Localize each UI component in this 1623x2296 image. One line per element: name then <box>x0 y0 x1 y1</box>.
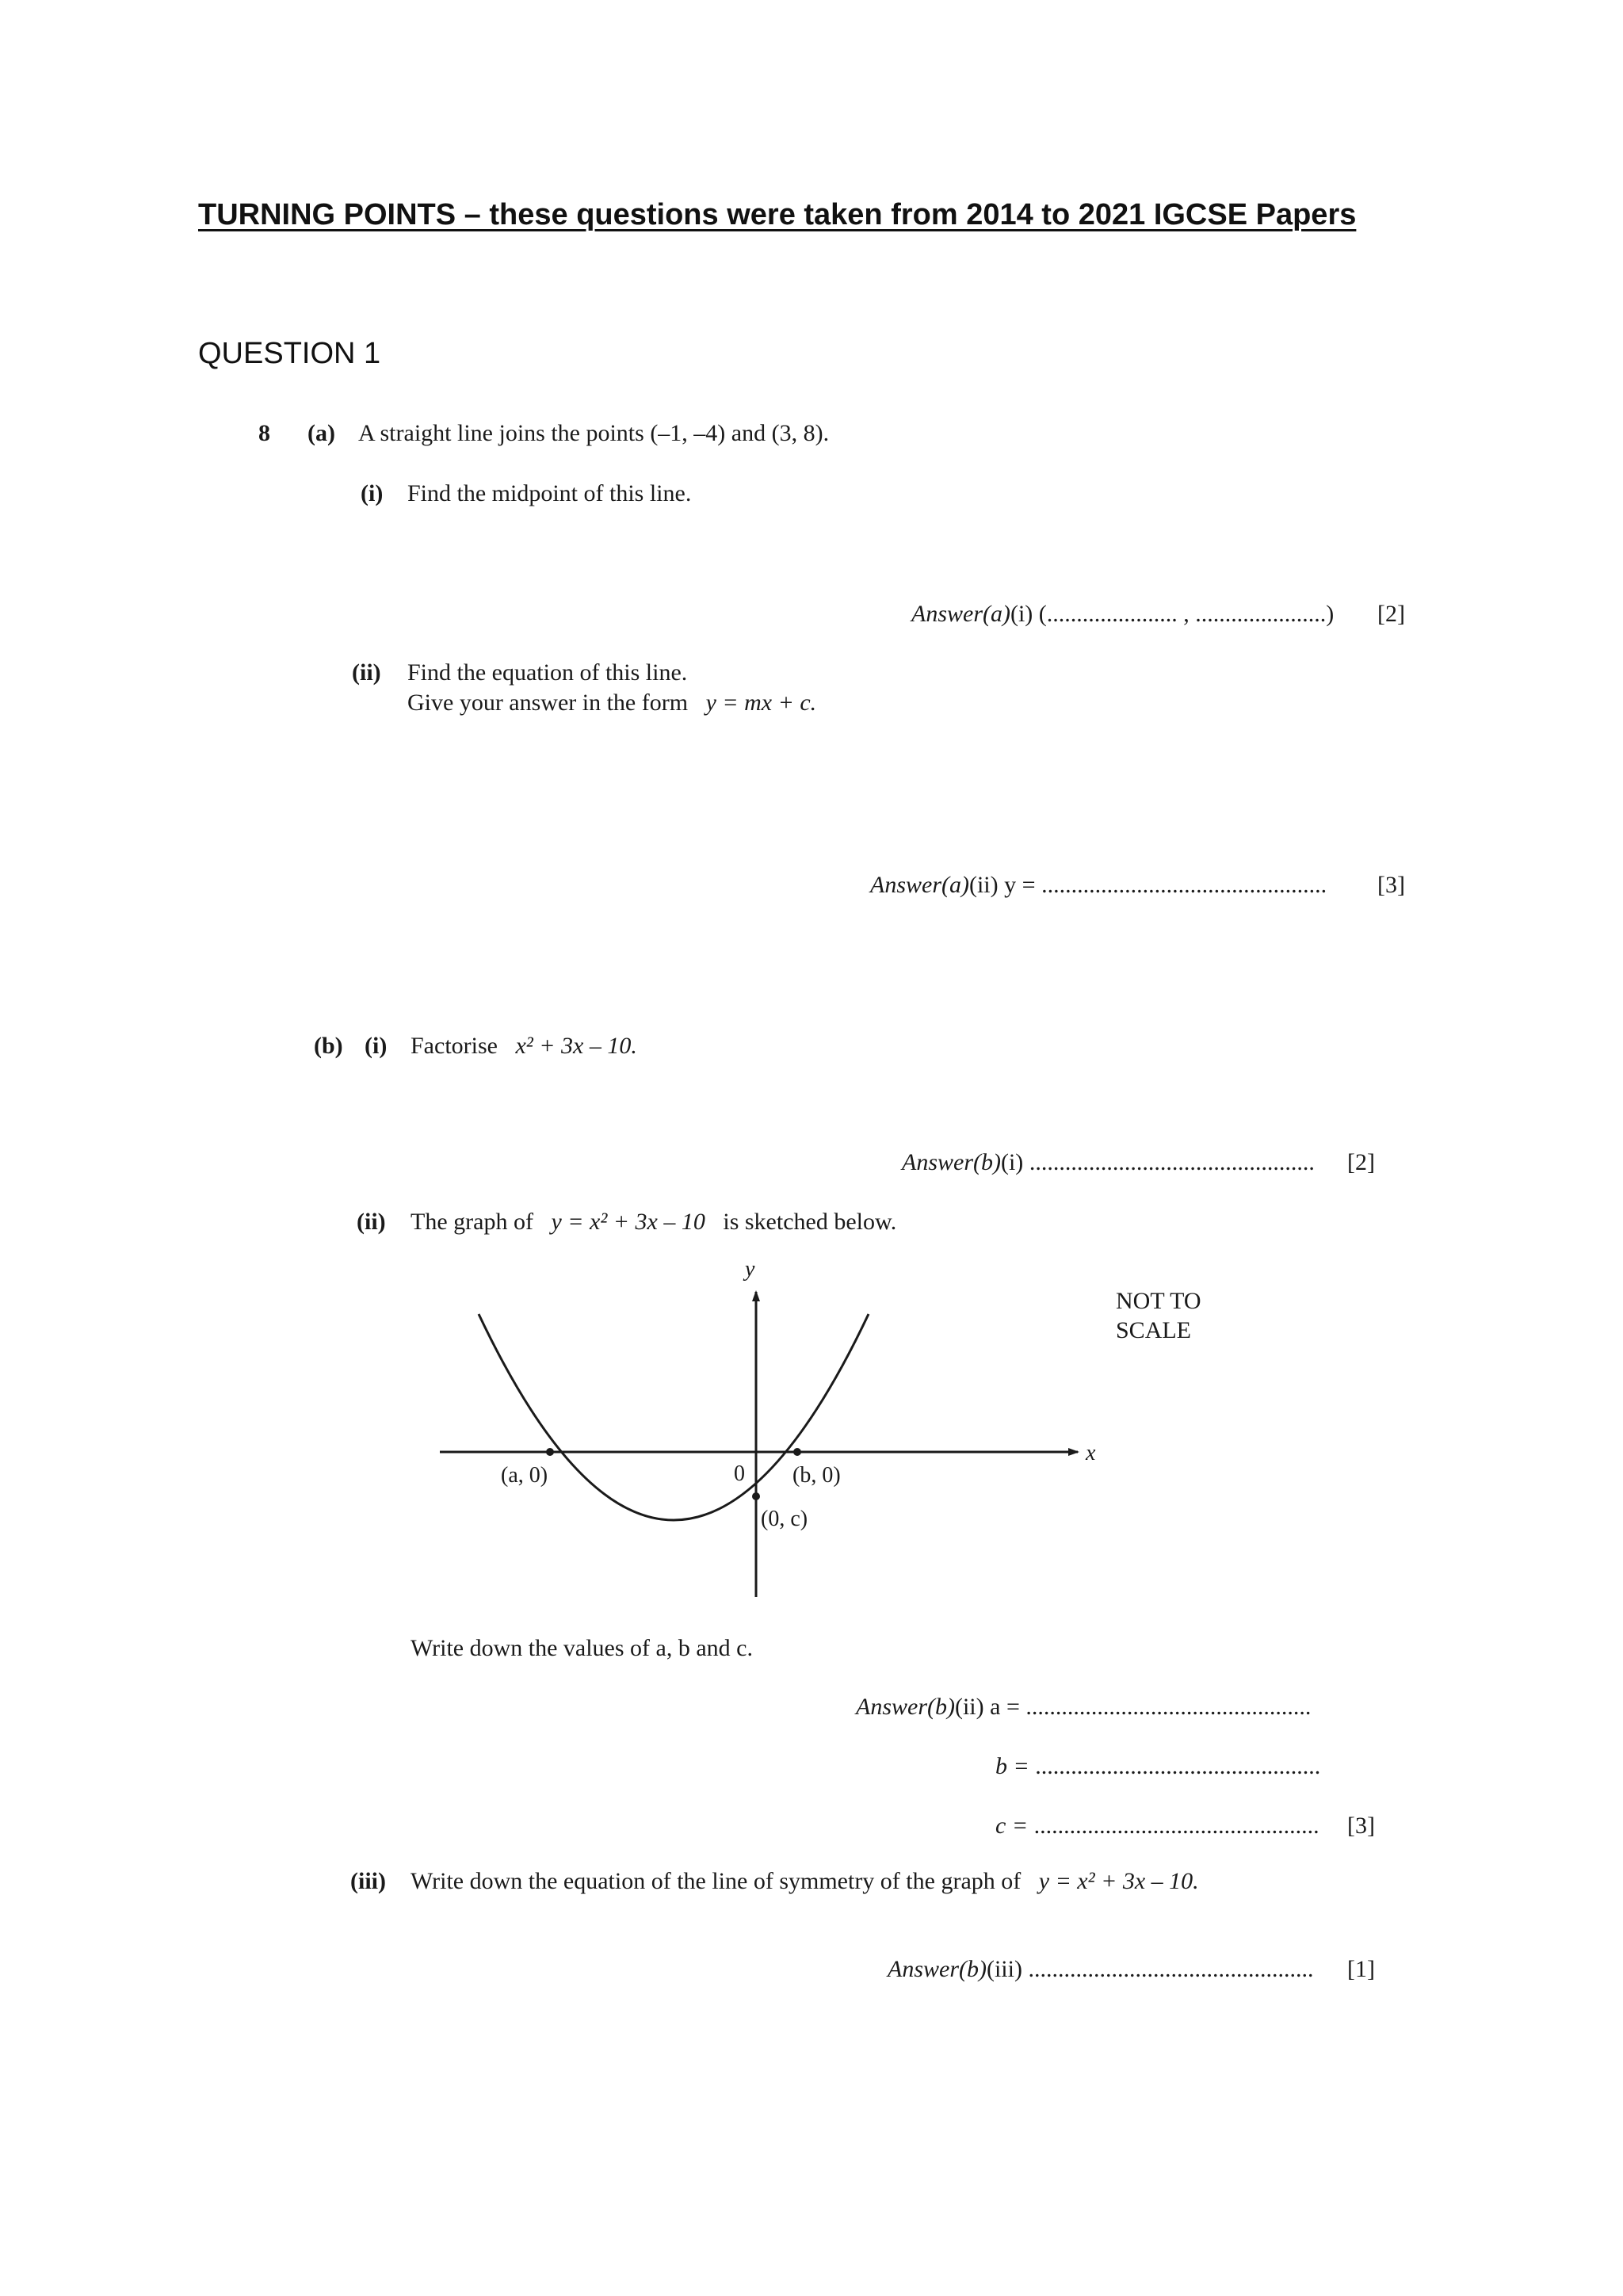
answer-ai-line <box>911 601 1334 628</box>
part-aii-form: y = mx + c. <box>705 690 817 716</box>
part-aii-text-2a: Give your answer in the form <box>407 690 689 716</box>
part-bii-text <box>411 1209 896 1236</box>
answer-bii-sub: (ii) a = <box>954 1694 1026 1720</box>
parabola-graph <box>428 1252 1125 1601</box>
answer-biii-blank[interactable]: ................................................ <box>1028 1956 1314 1982</box>
part-ai-label: (i) <box>361 480 384 506</box>
answer-bii-b-line <box>995 1753 1320 1780</box>
question-number: 8 <box>258 420 270 446</box>
answer-bii-b-label: b = <box>995 1753 1036 1779</box>
answer-aii-blank[interactable]: ................................................ <box>1041 872 1327 898</box>
part-bii-expression: y = x² + 3x – 10 <box>551 1209 705 1235</box>
answer-bii-c-blank[interactable]: ................................................ <box>1033 1813 1319 1839</box>
part-biii-expression: y = x² + 3x – 10. <box>1038 1868 1199 1894</box>
answer-ai-separator: , <box>1177 601 1196 627</box>
answer-aii-sub: (ii) y = <box>968 872 1042 898</box>
answer-bii-prefix: Answer(b) <box>856 1694 955 1720</box>
answer-aii-prefix: Answer(a) <box>870 872 969 898</box>
part-bi-label: (i) <box>365 1033 388 1059</box>
root-b-point <box>793 1448 801 1456</box>
origin-label: 0 <box>734 1461 745 1486</box>
part-a-text: A straight line joins the points (–1, –4) and (3, 8). <box>358 420 830 446</box>
answer-bii-a-blank[interactable]: ................................................ <box>1025 1694 1312 1720</box>
not-to-scale-line-1: NOT TO <box>1116 1288 1201 1314</box>
question-heading: QUESTION 1 <box>198 337 381 370</box>
answer-bi-prefix: Answer(b) <box>902 1149 1001 1175</box>
part-bii-text-c: is sketched below. <box>723 1209 897 1235</box>
answer-bi-line <box>902 1149 1315 1176</box>
answer-bii-c-line <box>995 1813 1319 1839</box>
part-bi-text <box>411 1033 637 1060</box>
answer-ai-prefix: Answer(a) <box>911 601 1010 627</box>
answer-aii-line <box>870 872 1327 899</box>
root-b-label: (b, 0) <box>792 1463 841 1488</box>
part-aii-text-2 <box>407 690 816 716</box>
part-bi-text-a: Factorise <box>411 1033 498 1059</box>
root-a-point <box>546 1448 554 1456</box>
answer-ai-sub: (i) ( <box>1010 601 1047 627</box>
part-aii-label: (ii) <box>352 659 381 686</box>
answer-bii-b-blank[interactable]: ................................................ <box>1035 1753 1321 1779</box>
marks-bii: [3] <box>1347 1813 1375 1839</box>
page-title: TURNING POINTS – these questions were taken from 2014 to 2021 IGCSE Papers <box>198 198 1357 231</box>
part-a-label: (a) <box>307 420 335 446</box>
part-biii-label: (iii) <box>350 1868 386 1894</box>
marks-bi: [2] <box>1347 1149 1375 1175</box>
x-axis-label: x <box>1086 1441 1096 1465</box>
answer-bii-a-line <box>856 1694 1311 1721</box>
intercept-label: (0, c) <box>761 1507 808 1531</box>
y-axis-label: y <box>745 1257 755 1282</box>
part-aii-text-1: Find the equation of this line. <box>407 659 688 686</box>
part-bii-text-a: The graph of <box>411 1209 533 1235</box>
answer-ai-blank-x[interactable]: ...................... <box>1046 601 1178 627</box>
answer-biii-prefix: Answer(b) <box>888 1956 987 1982</box>
root-a-label: (a, 0) <box>501 1463 548 1488</box>
part-biii-text <box>411 1868 1199 1895</box>
intercept-point <box>752 1492 760 1500</box>
answer-biii-sub: (iii) <box>986 1956 1022 1982</box>
answer-bi-sub: (i) <box>1000 1149 1024 1175</box>
part-ai-text: Find the midpoint of this line. <box>407 480 692 506</box>
answer-ai-blank-y[interactable]: ...................... <box>1195 601 1327 627</box>
marks-aii: [3] <box>1377 872 1405 898</box>
answer-bi-blank[interactable]: ................................................ <box>1029 1149 1315 1175</box>
marks-biii: [1] <box>1347 1956 1375 1982</box>
part-bii-instruction: Write down the values of a, b and c. <box>411 1635 753 1661</box>
answer-bii-c-label: c = <box>995 1813 1034 1839</box>
part-biii-text-a: Write down the equation of the line of symmetry of the graph of <box>411 1868 1022 1894</box>
answer-ai-close: ) <box>1326 601 1335 627</box>
part-bii-label: (ii) <box>357 1209 386 1235</box>
answer-biii-line <box>888 1956 1313 1983</box>
parabola-curve <box>479 1314 869 1520</box>
marks-ai: [2] <box>1377 601 1405 627</box>
not-to-scale-line-2: SCALE <box>1116 1317 1192 1343</box>
part-b-label: (b) <box>314 1033 343 1059</box>
part-bi-expression: x² + 3x – 10. <box>515 1033 637 1059</box>
